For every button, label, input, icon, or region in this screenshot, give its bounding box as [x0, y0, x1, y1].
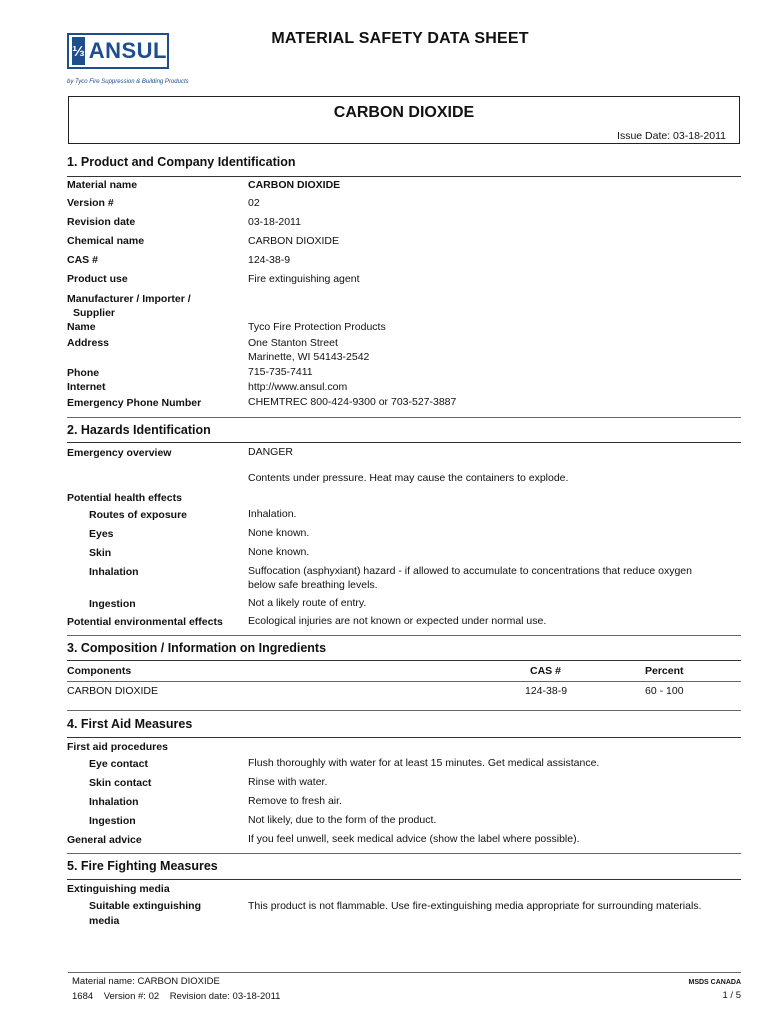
- revision-date-label: Revision date: [67, 216, 136, 228]
- first-aid-procedures-label: First aid procedures: [67, 741, 168, 753]
- footer-divider: [68, 972, 741, 973]
- section-4-heading: 4. First Aid Measures: [67, 717, 193, 731]
- section-divider: [67, 635, 741, 636]
- chemical-name-value: CARBON DIOXIDE: [248, 235, 340, 247]
- inhalation-label: Inhalation: [89, 566, 139, 578]
- first-aid-ingestion-value: Not likely, due to the form of the product.: [248, 814, 437, 826]
- section-divider: [67, 737, 741, 738]
- general-advice-value: If you feel unwell, seek medical advice (show the label where possible).: [248, 833, 580, 845]
- document-title: MATERIAL SAFETY DATA SHEET: [271, 30, 529, 47]
- suitable-media-label-line-1: Suitable extinguishing: [89, 900, 202, 912]
- section-3-heading: 3. Composition / Information on Ingredients: [67, 641, 327, 655]
- footer-meta: 1684 Version #: 02 Revision date: 03-18-2011: [72, 991, 281, 1002]
- product-use-value: Fire extinguishing agent: [248, 273, 360, 285]
- component-cas-cell: 124-38-9: [525, 685, 568, 697]
- name-value: Tyco Fire Protection Products: [248, 321, 386, 333]
- section-divider: [67, 176, 741, 177]
- routes-value: Inhalation.: [248, 508, 297, 520]
- section-5-heading: 5. Fire Fighting Measures: [67, 859, 218, 873]
- page-number: 1 / 5: [722, 990, 741, 1001]
- extinguishing-media-label: Extinguishing media: [67, 883, 170, 895]
- logo-tagline: by Tyco Fire Suppression & Building Products: [67, 79, 189, 85]
- health-effects-label: Potential health effects: [67, 492, 182, 504]
- section-divider: [67, 660, 741, 661]
- percent-header: Percent: [645, 665, 684, 677]
- msds-region: MSDS CANADA: [688, 979, 741, 986]
- ansul-logo: [67, 33, 169, 69]
- address-label: Address: [67, 337, 110, 349]
- emergency-phone-label: Emergency Phone Number: [67, 397, 202, 409]
- inhalation-value-line-2: below safe breathing levels.: [248, 579, 378, 591]
- routes-label: Routes of exposure: [89, 509, 188, 521]
- internet-label: Internet: [67, 381, 106, 393]
- ingestion-value: Not a likely route of entry.: [248, 597, 367, 609]
- version-value: 02: [248, 197, 260, 209]
- section-divider: [67, 879, 741, 880]
- logo-text: ANSUL: [88, 38, 167, 63]
- revision-date-value: 03-18-2011: [248, 216, 301, 228]
- supplier-label: Supplier: [73, 307, 116, 319]
- section-divider: [67, 442, 741, 443]
- eyes-label: Eyes: [89, 528, 114, 540]
- suitable-media-label-line-2: media: [89, 915, 120, 927]
- name-label: Name: [67, 321, 96, 333]
- eyes-value: None known.: [248, 527, 310, 539]
- phone-value: 715-735-7411: [248, 366, 313, 378]
- skin-value: None known.: [248, 546, 310, 558]
- internet-link[interactable]: http://www.ansul.com: [248, 381, 348, 393]
- general-advice-label: General advice: [67, 834, 142, 846]
- env-effects-value: Ecological injuries are not known or expected under normal use.: [248, 615, 547, 627]
- address-line-1: One Stanton Street: [248, 337, 338, 349]
- manufacturer-label: Manufacturer / Importer /: [67, 293, 191, 305]
- ansul-logo-mark-icon: ⅓: [72, 37, 85, 65]
- emergency-phone-value: CHEMTREC 800-424-9300 or 703-527-3887: [248, 396, 457, 408]
- inhalation-value-line-1: Suffocation (asphyxiant) hazard - if allowed to accumulate to concentrations that reduce oxygen: [248, 565, 692, 577]
- emergency-overview-label: Emergency overview: [67, 447, 172, 459]
- product-name: CARBON DIOXIDE: [333, 104, 475, 121]
- section-divider: [67, 417, 741, 418]
- skin-contact-value: Rinse with water.: [248, 776, 328, 788]
- ingestion-label: Ingestion: [89, 598, 136, 610]
- table-header-divider: [67, 681, 741, 682]
- cas-value: 124-38-9: [248, 254, 291, 266]
- suitable-media-value: This product is not flammable. Use fire-extinguishing media appropriate for surrounding materials.: [248, 900, 702, 912]
- product-use-label: Product use: [67, 273, 128, 285]
- section-divider: [67, 710, 741, 711]
- phone-label: Phone: [67, 367, 100, 379]
- chemical-name-label: Chemical name: [67, 235, 145, 247]
- section-2-heading: 2. Hazards Identification: [67, 423, 211, 437]
- issue-date: Issue Date: 03-18-2011: [617, 130, 726, 142]
- env-effects-label: Potential environmental effects: [67, 616, 223, 628]
- pressure-warning: Contents under pressure. Heat may cause the containers to explode.: [248, 472, 569, 484]
- section-1-heading: 1. Product and Company Identification: [67, 155, 296, 169]
- cas-label: CAS #: [67, 254, 98, 266]
- first-aid-inhalation-value: Remove to fresh air.: [248, 795, 342, 807]
- version-label: Version #: [67, 197, 114, 209]
- first-aid-ingestion-label: Ingestion: [89, 815, 136, 827]
- section-divider: [67, 853, 741, 854]
- eye-contact-value: Flush thoroughly with water for at least 15 minutes. Get medical assistance.: [248, 757, 600, 769]
- first-aid-inhalation-label: Inhalation: [89, 796, 139, 808]
- footer-material-name: Material name: CARBON DIOXIDE: [72, 976, 220, 987]
- components-header: Components: [67, 665, 132, 677]
- address-line-2: Marinette, WI 54143-2542: [248, 351, 370, 363]
- material-name-label: Material name: [67, 179, 138, 191]
- danger-value: DANGER: [248, 446, 293, 458]
- skin-contact-label: Skin contact: [89, 777, 152, 789]
- component-percent-cell: 60 - 100: [645, 685, 684, 697]
- cas-header: CAS #: [530, 665, 561, 677]
- material-name-value: CARBON DIOXIDE: [248, 179, 341, 191]
- skin-label: Skin: [89, 547, 112, 559]
- eye-contact-label: Eye contact: [89, 758, 148, 770]
- component-name-cell: CARBON DIOXIDE: [67, 685, 159, 697]
